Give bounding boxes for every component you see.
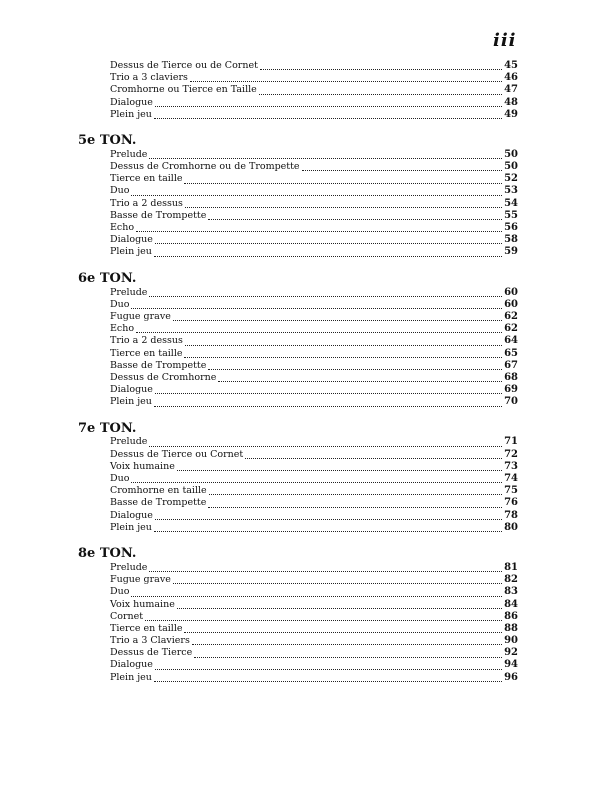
toc-entry bbox=[110, 109, 518, 121]
toc-entry bbox=[110, 635, 518, 647]
dot-leader bbox=[149, 296, 502, 297]
toc-section-5e-ton bbox=[78, 133, 518, 259]
toc-entry bbox=[110, 335, 518, 347]
toc-entry-page: 62 bbox=[504, 310, 518, 322]
dot-leader bbox=[155, 243, 502, 244]
toc-entry-page: 47 bbox=[504, 84, 518, 96]
toc-entry-page: 81 bbox=[504, 561, 518, 573]
dot-leader bbox=[145, 620, 502, 621]
toc-entry-page: 83 bbox=[504, 586, 518, 598]
toc-section-continued bbox=[78, 60, 518, 121]
toc-entry-page: 94 bbox=[504, 659, 518, 671]
toc-entry-label: Dialogue bbox=[110, 659, 153, 671]
section-gap bbox=[78, 259, 518, 271]
toc-entry bbox=[110, 198, 518, 210]
dot-leader bbox=[131, 195, 502, 196]
toc-entry-label: Cornet bbox=[110, 610, 144, 622]
section-title: 5e TON. bbox=[78, 132, 137, 148]
toc-entry-page: 46 bbox=[504, 72, 518, 84]
toc-entry-label: Prelude bbox=[110, 561, 148, 573]
toc-entry-page: 60 bbox=[504, 286, 518, 298]
toc-entry-page: 50 bbox=[504, 148, 518, 160]
toc-entry-label: Dialogue bbox=[110, 96, 153, 108]
dot-leader bbox=[208, 507, 502, 508]
toc-section-7e-ton bbox=[78, 421, 518, 535]
section-title: 8e TON. bbox=[78, 546, 137, 561]
toc-entry-label: Echo bbox=[110, 222, 135, 234]
toc-entry-page: 62 bbox=[504, 323, 518, 335]
toc-entry-page: 71 bbox=[504, 436, 518, 448]
toc-entry bbox=[110, 473, 518, 485]
toc-entry bbox=[110, 647, 518, 659]
toc-entry bbox=[110, 449, 518, 461]
toc-entry-page: 80 bbox=[504, 521, 518, 533]
toc-entry bbox=[110, 323, 518, 335]
toc-entry-page: 54 bbox=[504, 197, 518, 209]
section-gap bbox=[78, 534, 518, 546]
dot-leader bbox=[136, 332, 502, 333]
page-number: iii bbox=[493, 30, 517, 51]
toc-entry-page: 84 bbox=[504, 598, 518, 610]
dot-leader bbox=[184, 183, 502, 184]
toc-entry-label: Tierce en taille bbox=[110, 347, 183, 359]
dot-leader bbox=[131, 482, 502, 483]
dot-leader bbox=[173, 583, 502, 584]
toc-entry bbox=[110, 210, 518, 222]
toc-entry bbox=[110, 287, 518, 299]
toc-entry bbox=[110, 586, 518, 598]
toc-entry-page: 88 bbox=[504, 622, 518, 634]
toc-entry-page: 50 bbox=[504, 161, 518, 173]
toc-entry-page: 75 bbox=[504, 485, 518, 497]
dot-leader bbox=[245, 458, 502, 459]
toc-entry-page: 49 bbox=[504, 108, 518, 120]
toc-entry-label: Dialogue bbox=[110, 509, 153, 521]
toc-entry-label: Echo bbox=[110, 323, 135, 335]
toc-entry bbox=[110, 660, 518, 672]
toc-entry bbox=[110, 72, 518, 84]
toc-entry-label: Plein jeu bbox=[110, 108, 152, 120]
toc-entry-page: 45 bbox=[504, 59, 518, 71]
dot-leader bbox=[154, 256, 502, 257]
toc-entry-page: 48 bbox=[504, 96, 518, 108]
toc-entry bbox=[110, 222, 518, 234]
dot-leader bbox=[194, 657, 502, 658]
dot-leader bbox=[260, 69, 502, 70]
toc-entry bbox=[110, 60, 518, 72]
toc-entry bbox=[110, 348, 518, 360]
toc-entry bbox=[110, 149, 518, 161]
dot-leader bbox=[190, 81, 502, 82]
toc-entry bbox=[110, 384, 518, 396]
toc-entry-page: 78 bbox=[504, 509, 518, 521]
dot-leader bbox=[154, 681, 502, 682]
toc-entry-page: 86 bbox=[504, 610, 518, 622]
toc-entry-label: Voix humaine bbox=[110, 598, 175, 610]
toc-entry-page: 58 bbox=[504, 234, 518, 246]
toc-entry bbox=[110, 372, 518, 384]
toc-entry bbox=[110, 510, 518, 522]
toc-entry-label: Trio a 3 claviers bbox=[110, 72, 188, 84]
toc-entry-label: Duo bbox=[110, 298, 130, 310]
dot-leader bbox=[155, 106, 502, 107]
toc-entry bbox=[110, 311, 518, 323]
dot-leader bbox=[131, 308, 502, 309]
toc-entry-page: 96 bbox=[504, 671, 518, 683]
toc-entry-label: Prelude bbox=[110, 148, 148, 160]
dot-leader bbox=[149, 158, 502, 159]
toc-entry-label: Plein jeu bbox=[110, 671, 152, 683]
toc-entry-label: Dessus de Cromhorne ou de Trompette bbox=[110, 161, 300, 173]
toc-entry-page: 92 bbox=[504, 647, 518, 659]
toc-entry-label: Dialogue bbox=[110, 384, 153, 396]
dot-leader bbox=[209, 494, 502, 495]
toc-entry-label: Basse de Trompette bbox=[110, 497, 207, 509]
toc-entry-page: 55 bbox=[504, 209, 518, 221]
toc-entry-page: 64 bbox=[504, 335, 518, 347]
toc-entry bbox=[110, 437, 518, 449]
dot-leader bbox=[218, 381, 502, 382]
toc-entry bbox=[110, 299, 518, 311]
toc-section-6e-ton bbox=[78, 271, 518, 409]
dot-leader bbox=[149, 446, 502, 447]
toc-entry-label: Plein jeu bbox=[110, 246, 152, 258]
dot-leader bbox=[192, 644, 502, 645]
section-gap bbox=[78, 121, 518, 133]
toc-entry bbox=[110, 461, 518, 473]
toc-entry-page: 67 bbox=[504, 359, 518, 371]
toc-entry bbox=[110, 84, 518, 96]
dot-leader bbox=[208, 369, 502, 370]
dot-leader bbox=[155, 519, 502, 520]
toc-entry bbox=[110, 522, 518, 534]
toc-entry-label: Tierce en taille bbox=[110, 622, 183, 634]
toc-entry bbox=[110, 246, 518, 258]
toc-entry-page: 69 bbox=[504, 384, 518, 396]
toc-entry-page: 76 bbox=[504, 497, 518, 509]
dot-leader bbox=[185, 207, 502, 208]
toc-entry-label: Dessus de Tierce ou de Cornet bbox=[110, 59, 258, 71]
toc-entry bbox=[110, 161, 518, 173]
toc-entry-label: Duo bbox=[110, 473, 130, 485]
toc-entry-page: 82 bbox=[504, 574, 518, 586]
toc-entry-page: 73 bbox=[504, 460, 518, 472]
toc-entry-page: 52 bbox=[504, 173, 518, 185]
toc-entry bbox=[110, 186, 518, 198]
dot-leader bbox=[177, 470, 502, 471]
toc-entry-label: Tierce en taille bbox=[110, 173, 183, 185]
dot-leader bbox=[177, 608, 502, 609]
section-title: 6e TON. bbox=[78, 270, 137, 286]
toc-entry-label: Prelude bbox=[110, 286, 148, 298]
toc-entry-label: Prelude bbox=[110, 436, 148, 448]
toc-entry-label: Fugue grave bbox=[110, 574, 171, 586]
dot-leader bbox=[131, 596, 502, 597]
toc-entry-label: Dessus de Cromhorne bbox=[110, 371, 217, 383]
dot-leader bbox=[259, 94, 502, 95]
section-title: 7e TON. bbox=[78, 420, 137, 436]
toc-entry-page: 56 bbox=[504, 222, 518, 234]
toc-entry-label: Basse de Trompette bbox=[110, 209, 207, 221]
dot-leader bbox=[173, 320, 502, 321]
toc-entry-label: Fugue grave bbox=[110, 310, 171, 322]
toc-entry bbox=[110, 97, 518, 109]
toc-entry-label: Trio a 2 dessus bbox=[110, 197, 183, 209]
toc-entry bbox=[110, 234, 518, 246]
toc-entry-page: 72 bbox=[504, 448, 518, 460]
toc-entry-label: Voix humaine bbox=[110, 460, 175, 472]
toc-entry bbox=[110, 623, 518, 635]
toc-entry-page: 74 bbox=[504, 473, 518, 485]
toc-entry bbox=[110, 611, 518, 623]
dot-leader bbox=[154, 406, 502, 407]
dot-leader bbox=[184, 357, 502, 358]
dot-leader bbox=[154, 118, 502, 119]
dot-leader bbox=[208, 219, 502, 220]
dot-leader bbox=[302, 170, 503, 171]
toc-entry-label: Basse de Trompette bbox=[110, 359, 207, 371]
toc-entry-label: Dessus de Tierce bbox=[110, 647, 193, 659]
toc-entry-label: Trio a 3 Claviers bbox=[110, 635, 190, 647]
toc-entry bbox=[110, 485, 518, 497]
dot-leader bbox=[185, 345, 502, 346]
table-of-contents bbox=[78, 60, 518, 684]
toc-section-8e-ton bbox=[78, 546, 518, 684]
toc-entry-page: 68 bbox=[504, 371, 518, 383]
toc-entry-page: 90 bbox=[504, 635, 518, 647]
toc-entry-label: Trio a 2 dessus bbox=[110, 335, 183, 347]
toc-entry bbox=[110, 562, 518, 574]
toc-entry-label: Cromhorne en taille bbox=[110, 485, 207, 497]
toc-entry bbox=[110, 360, 518, 372]
toc-entry-page: 59 bbox=[504, 246, 518, 258]
section-gap bbox=[78, 409, 518, 421]
toc-entry-page: 53 bbox=[504, 185, 518, 197]
toc-entry-page: 60 bbox=[504, 298, 518, 310]
toc-entry bbox=[110, 396, 518, 408]
toc-entry-label: Duo bbox=[110, 586, 130, 598]
toc-entry-label: Dessus de Tierce ou Cornet bbox=[110, 448, 244, 460]
dot-leader bbox=[184, 632, 502, 633]
dot-leader bbox=[155, 669, 502, 670]
toc-entry-label: Dialogue bbox=[110, 234, 153, 246]
toc-entry bbox=[110, 497, 518, 509]
dot-leader bbox=[154, 531, 502, 532]
toc-entry-label: Duo bbox=[110, 185, 130, 197]
toc-entry bbox=[110, 574, 518, 586]
dot-leader bbox=[149, 571, 502, 572]
toc-entry-page: 65 bbox=[504, 347, 518, 359]
toc-entry bbox=[110, 599, 518, 611]
toc-entry-label: Cromhorne ou Tierce en Taille bbox=[110, 84, 257, 96]
toc-entry bbox=[110, 672, 518, 684]
dot-leader bbox=[155, 393, 502, 394]
toc-entry-label: Plein jeu bbox=[110, 521, 152, 533]
toc-entry-label: Plein jeu bbox=[110, 396, 152, 408]
toc-entry bbox=[110, 173, 518, 185]
toc-entry-page: 70 bbox=[504, 396, 518, 408]
dot-leader bbox=[136, 231, 502, 232]
